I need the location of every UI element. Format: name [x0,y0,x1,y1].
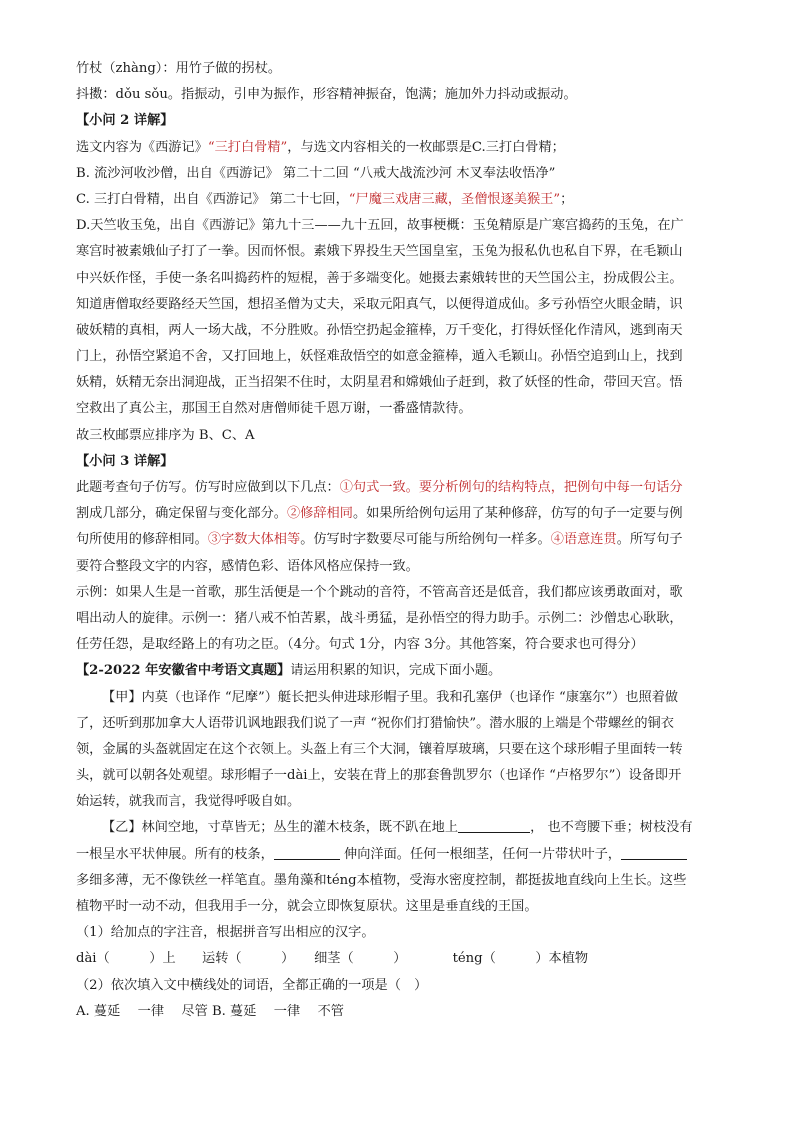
text-line [76,973,726,999]
text-line [76,449,726,475]
text-run: 【小问 3 详解】 [76,453,174,469]
text-line [76,56,726,82]
text-line [76,658,726,684]
text-run: 妖精，妖精无奈出洞迎战，正当招架不住时，太阴星君和嫦娥仙子赶到，救了妖怪的性命，带回天宫。悟 [76,375,683,391]
text-line [76,266,726,292]
text-run: dài（ ）上 运转（ ） 细茎（ ） téng（ ）本植物 [76,951,589,967]
text-run: ④语意连贯 [550,532,617,548]
text-run: 头，就可以朝各处观望。球形帽子一dài上，安装在背上的那套鲁凯罗尔（也译作 “卢格罗尔”）设备即开 [76,768,682,784]
text-run: D.天竺收玉兔，出自《西游记》第九十三——九十五回，故事梗概：玉兔精原是广寒宫捣药的玉兔，在广 [76,218,684,234]
text-run: 唱出动人的旋律。示例一：猪八戒不怕苦累，战斗勇猛，是孙悟空的得力助手。示例二：沙僧忠心耿耿， [76,610,683,626]
text-run: （2）依次填入文中横线处的词语，全都正确的一项是（ ） [76,977,428,993]
text-line [76,396,726,422]
text-run: 【2-2022 年安徽省中考语文真题】 [76,663,291,679]
text-line [76,108,726,134]
text-line [76,423,726,449]
text-line [76,685,726,711]
text-run: ， 也不弯腰下垂；树枝没有 [530,820,693,836]
text-line [76,554,726,580]
text-line [76,344,726,370]
text-run: “尸魔三戏唐三藏，圣僧恨逐美猴王” [348,191,561,207]
text-run: 知道唐僧取经要路经天竺国，想招圣僧为丈夫，采取元阳真气，以便得道成仙。多亏孙悟空火眼金睛，识 [76,296,683,312]
text-line [76,370,726,396]
text-run: 领，金属的头盔就固定在这个衣领上。头盔上有三个大洞，镶着厚玻璃，只要在这个球形帽子里面转一转 [76,741,683,757]
text-run: 破妖精的真相，两人一场大战，不分胜败。孙悟空扔起金箍棒，万千变化，打得妖怪化作清风，逃到南天 [76,322,683,338]
text-run: 请运用积累的知识，完成下面小题。 [290,663,502,679]
text-run: 句所使用的修辞相同。 [76,532,208,548]
fill-in-blank [458,818,530,833]
text-run: 一根呈水平状伸展。所有的枝条， [76,846,274,862]
text-line [76,239,726,265]
text-run: 空救出了真公主，那国王自然对唐僧师徒千恩万谢，一番盛情款待。 [76,401,472,417]
text-line [76,815,726,841]
text-run: 了，还听到那加拿大人语带讥讽地跟我们说了一声 “祝你们打猎愉快”。潜水服的上端是个带螺丝的铜衣 [76,715,674,731]
text-run: 。如果所给例句运用了某种修辞，仿写的句子一定要与例 [352,506,683,522]
text-run: ； [560,191,574,207]
text-line [76,737,726,763]
fill-in-blank [621,845,687,860]
text-run: ，与选文内容相关的一枚邮票是C.三打白骨精； [287,139,565,155]
text-line [76,580,726,606]
text-run: 要符合整段文字的内容，感情色彩、语体风格应保持一致。 [76,558,419,574]
text-line [76,920,726,946]
text-line [76,946,726,972]
text-run: 中兴妖作怪，手使一条名叫捣药杵的短棍，善于多端变化。她摄去素娥转世的天竺国公主，扮成假公主。 [76,270,683,286]
text-line [76,501,726,527]
text-line [76,213,726,239]
text-run: 抖擞：dǒu sǒu。指振动，引申为振作，形容精神振奋，饱满；施加外力抖动或振动。 [76,87,577,103]
text-line [76,894,726,920]
text-line [76,475,726,501]
text-run: 多细多薄，无不像铁丝一样笔直。墨角藻和téng本植物，受海水密度控制，都挺拔地直线向上生长。这些 [76,872,687,888]
text-line [76,868,726,894]
text-run: 寒宫时被素娥仙子打了一拳。因而怀恨。素娥下界投生天竺国皇室，玉兔为报私仇也私自下界，在毛颖山 [76,244,683,260]
text-run: 植物平时一动不动，但我用手一分，就会立即恢复原状。这里是垂直线的王国。 [76,899,538,914]
text-run: 任劳任怨，是取经路上的有功之臣。（4分。句式 1分，内容 3分。其他答案，符合要求也可得分） [76,637,644,653]
text-run: B. 流沙河收沙僧，出自《西游记》 第二十二回 “八戒大战流沙河 木叉奉法收悟净” [76,165,556,181]
text-line [76,789,726,815]
text-run: 【甲】内莫（也译作 “尼摩”）艇长把头伸进球形帽子里。我和孔塞伊（也译作 “康塞尔”）也照着做 [102,689,679,705]
fill-in-blank [274,845,340,860]
text-run: 【小问 2 详解】 [76,113,174,129]
text-run: C. 三打白骨精，出自《西游记》 第二十七回， [76,191,349,207]
text-run: 。所写句子 [616,532,683,548]
text-line [76,527,726,553]
text-line [76,632,726,658]
text-line [76,135,726,161]
text-run: 示例：如果人生是一首歌，那生活便是一个个跳动的音符，不管高音还是低音，我们都应该勇敢面对，歌 [76,584,683,600]
text-run: 选文内容为《西游记》 [76,139,208,155]
document-page [76,56,726,1025]
text-run: 故三枚邮票应排序为 B、C、A [76,427,255,443]
text-run: 门上，孙悟空紧追不舍，又打回地上，妖怪难敌悟空的如意金箍棒，遁入毛颖山。孙悟空追到山上，找到 [76,349,683,365]
text-run: A. 蔓延 一律 尽管 B. 蔓延 一律 不管 [76,1003,344,1019]
text-run: ②修辞相同 [287,506,353,522]
text-run: 此题考查句子仿写。仿写时应做到以下几点： [76,480,340,495]
text-line [76,763,726,789]
text-line [76,606,726,632]
text-run: 竹杖（zhàng）：用竹子做的拐杖。 [76,61,282,76]
text-line [76,318,726,344]
text-line [76,292,726,318]
text-line [76,187,726,213]
text-run: ③字数大体相等 [207,532,301,548]
text-run: “三打白骨精” [207,139,288,155]
text-run: （1）给加点的字注音，根据拼音写出相应的汉字。 [76,925,375,941]
text-run: 【乙】林间空地，寸草皆无；丛生的灌木枝条，既不趴在地上 [102,820,459,836]
text-run: 。仿写时字数要尽可能与所给例句一样多。 [300,532,551,548]
text-line [76,711,726,737]
text-run: 伸向洋面。任何一根细茎，任何一片带状叶子， [339,846,621,862]
text-line [76,161,726,187]
text-run: 始运转，就我而言，我觉得呼吸自如。 [76,794,301,810]
text-run: 割成几部分，确定保留与变化部分。 [76,506,287,522]
text-run: ①句式一致。要分析例句的结构特点，把例句中每一句话分 [339,480,683,495]
text-line [76,82,726,108]
text-line [76,842,726,868]
text-line [76,999,726,1025]
